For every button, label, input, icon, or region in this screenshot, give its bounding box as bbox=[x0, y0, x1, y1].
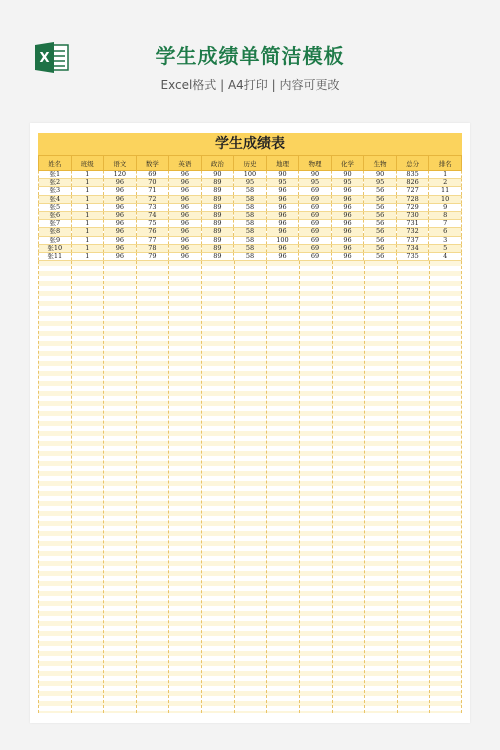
table-cell: 71 bbox=[136, 187, 169, 195]
table-cell: 90 bbox=[364, 171, 397, 179]
grid-line bbox=[71, 261, 72, 713]
table-cell: 120 bbox=[104, 171, 137, 179]
table-cell: 96 bbox=[169, 236, 202, 244]
table-cell: 4 bbox=[429, 253, 462, 261]
table-cell: 1 bbox=[71, 187, 104, 195]
table-cell: 96 bbox=[169, 220, 202, 228]
table-cell: 96 bbox=[266, 203, 299, 211]
table-cell: 8 bbox=[429, 212, 462, 220]
table-cell: 72 bbox=[136, 195, 169, 203]
table-cell: 96 bbox=[266, 212, 299, 220]
grid-line bbox=[364, 261, 365, 713]
table-cell: 6 bbox=[429, 228, 462, 236]
table-cell: 1 bbox=[429, 171, 462, 179]
grid-line bbox=[332, 261, 333, 713]
table-cell: 96 bbox=[331, 244, 364, 252]
table-cell: 1 bbox=[71, 220, 104, 228]
table-cell: 73 bbox=[136, 203, 169, 211]
table-cell: 96 bbox=[104, 212, 137, 220]
table-cell: 96 bbox=[266, 220, 299, 228]
column-header: 总分 bbox=[396, 156, 429, 171]
column-header: 物理 bbox=[299, 156, 332, 171]
table-row bbox=[39, 220, 462, 228]
table-cell: 58 bbox=[234, 228, 267, 236]
table-cell: 95 bbox=[364, 179, 397, 187]
table-cell: 835 bbox=[396, 171, 429, 179]
table-cell: 69 bbox=[136, 171, 169, 179]
table-cell: 89 bbox=[201, 220, 234, 228]
table-cell: 95 bbox=[266, 179, 299, 187]
grades-table bbox=[38, 155, 462, 261]
table-row bbox=[39, 179, 462, 187]
table-cell: 90 bbox=[331, 171, 364, 179]
table-cell: 96 bbox=[331, 212, 364, 220]
table-cell: 96 bbox=[104, 236, 137, 244]
table-cell: 89 bbox=[201, 179, 234, 187]
table-cell: 69 bbox=[299, 212, 332, 220]
table-cell: 96 bbox=[104, 179, 137, 187]
table-cell: 2 bbox=[429, 179, 462, 187]
table-cell: 729 bbox=[396, 203, 429, 211]
table-cell: 826 bbox=[396, 179, 429, 187]
table-cell: 96 bbox=[104, 203, 137, 211]
column-header: 排名 bbox=[429, 156, 462, 171]
table-cell: 96 bbox=[169, 212, 202, 220]
table-cell: 727 bbox=[396, 187, 429, 195]
table-cell: 10 bbox=[429, 195, 462, 203]
blank-grid-area bbox=[38, 261, 462, 713]
column-header: 数学 bbox=[136, 156, 169, 171]
table-cell: 96 bbox=[169, 203, 202, 211]
grid-line bbox=[168, 261, 169, 713]
table-cell: 1 bbox=[71, 212, 104, 220]
table-row bbox=[39, 253, 462, 261]
grid-line bbox=[201, 261, 202, 713]
table-cell: 69 bbox=[299, 228, 332, 236]
table-cell: 70 bbox=[136, 179, 169, 187]
table-cell: 张1 bbox=[39, 171, 72, 179]
table-cell: 89 bbox=[201, 187, 234, 195]
table-cell: 69 bbox=[299, 195, 332, 203]
table-cell: 96 bbox=[331, 228, 364, 236]
table-cell: 5 bbox=[429, 244, 462, 252]
table-cell: 69 bbox=[299, 220, 332, 228]
table-cell: 1 bbox=[71, 236, 104, 244]
table-cell: 96 bbox=[104, 253, 137, 261]
table-cell: 96 bbox=[104, 187, 137, 195]
table-cell: 96 bbox=[104, 228, 137, 236]
table-cell: 89 bbox=[201, 244, 234, 252]
table-cell: 1 bbox=[71, 179, 104, 187]
table-cell: 735 bbox=[396, 253, 429, 261]
table-cell: 56 bbox=[364, 220, 397, 228]
table-cell: 96 bbox=[331, 253, 364, 261]
table-cell: 96 bbox=[104, 244, 137, 252]
svg-text:X: X bbox=[39, 51, 50, 66]
table-cell: 728 bbox=[396, 195, 429, 203]
sheet-title: 学生成绩表 bbox=[38, 133, 462, 155]
table-row bbox=[39, 195, 462, 203]
table-cell: 96 bbox=[266, 195, 299, 203]
table-cell: 69 bbox=[299, 203, 332, 211]
table-cell: 56 bbox=[364, 187, 397, 195]
table-cell: 732 bbox=[396, 228, 429, 236]
column-header: 历史 bbox=[234, 156, 267, 171]
page-title: 学生成绩单简洁模板 bbox=[155, 44, 345, 68]
table-cell: 96 bbox=[169, 253, 202, 261]
column-header: 姓名 bbox=[39, 156, 72, 171]
table-cell: 96 bbox=[266, 253, 299, 261]
table-cell: 95 bbox=[331, 179, 364, 187]
table-cell: 张3 bbox=[39, 187, 72, 195]
table-cell: 89 bbox=[201, 203, 234, 211]
column-header: 政治 bbox=[201, 156, 234, 171]
table-cell: 58 bbox=[234, 253, 267, 261]
table-cell: 张9 bbox=[39, 236, 72, 244]
table-cell: 96 bbox=[169, 228, 202, 236]
table-cell: 95 bbox=[299, 179, 332, 187]
table-cell: 90 bbox=[201, 171, 234, 179]
grid-line bbox=[103, 261, 104, 713]
table-cell: 张7 bbox=[39, 220, 72, 228]
grid-line bbox=[461, 261, 462, 713]
table-cell: 1 bbox=[71, 203, 104, 211]
table-cell: 张8 bbox=[39, 228, 72, 236]
table-row bbox=[39, 203, 462, 211]
table-cell: 96 bbox=[266, 244, 299, 252]
table-cell: 78 bbox=[136, 244, 169, 252]
table-cell: 96 bbox=[331, 203, 364, 211]
table-cell: 58 bbox=[234, 236, 267, 244]
column-header: 生物 bbox=[364, 156, 397, 171]
table-cell: 58 bbox=[234, 220, 267, 228]
table-cell: 96 bbox=[169, 179, 202, 187]
grid-line bbox=[266, 261, 267, 713]
page-subtitle: Excel格式 | A4打印 | 内容可更改 bbox=[160, 78, 340, 92]
table-cell: 96 bbox=[104, 220, 137, 228]
table-cell: 11 bbox=[429, 187, 462, 195]
table-cell: 96 bbox=[331, 195, 364, 203]
table-row bbox=[39, 171, 462, 179]
column-header: 英语 bbox=[169, 156, 202, 171]
column-header: 班级 bbox=[71, 156, 104, 171]
grid-line bbox=[234, 261, 235, 713]
table-cell: 1 bbox=[71, 195, 104, 203]
table-header-row bbox=[39, 156, 462, 171]
table-cell: 56 bbox=[364, 195, 397, 203]
table-cell: 张6 bbox=[39, 212, 72, 220]
table-cell: 737 bbox=[396, 236, 429, 244]
grid-line bbox=[299, 261, 300, 713]
table-cell: 100 bbox=[234, 171, 267, 179]
table-cell: 96 bbox=[169, 244, 202, 252]
grid-line bbox=[397, 261, 398, 713]
table-cell: 96 bbox=[331, 220, 364, 228]
table-cell: 3 bbox=[429, 236, 462, 244]
table-cell: 96 bbox=[266, 228, 299, 236]
table-cell: 56 bbox=[364, 244, 397, 252]
table-cell: 89 bbox=[201, 253, 234, 261]
table-row bbox=[39, 187, 462, 195]
table-cell: 90 bbox=[266, 171, 299, 179]
table-cell: 58 bbox=[234, 187, 267, 195]
table-cell: 96 bbox=[331, 236, 364, 244]
table-cell: 77 bbox=[136, 236, 169, 244]
column-header: 地理 bbox=[266, 156, 299, 171]
table-cell: 89 bbox=[201, 212, 234, 220]
table-cell: 734 bbox=[396, 244, 429, 252]
table-cell: 76 bbox=[136, 228, 169, 236]
table-cell: 89 bbox=[201, 236, 234, 244]
table-row bbox=[39, 244, 462, 252]
table-cell: 90 bbox=[299, 171, 332, 179]
grid-line bbox=[429, 261, 430, 713]
table-cell: 张4 bbox=[39, 195, 72, 203]
table-cell: 69 bbox=[299, 187, 332, 195]
table-cell: 69 bbox=[299, 253, 332, 261]
table-cell: 张5 bbox=[39, 203, 72, 211]
table-cell: 69 bbox=[299, 244, 332, 252]
table-cell: 7 bbox=[429, 220, 462, 228]
table-cell: 69 bbox=[299, 236, 332, 244]
column-header: 化学 bbox=[331, 156, 364, 171]
table-cell: 96 bbox=[104, 195, 137, 203]
table-cell: 79 bbox=[136, 253, 169, 261]
table-cell: 74 bbox=[136, 212, 169, 220]
table-cell: 张11 bbox=[39, 253, 72, 261]
table-cell: 96 bbox=[331, 187, 364, 195]
table-cell: 张2 bbox=[39, 179, 72, 187]
table-cell: 58 bbox=[234, 203, 267, 211]
table-cell: 96 bbox=[169, 187, 202, 195]
table-cell: 100 bbox=[266, 236, 299, 244]
table-cell: 89 bbox=[201, 195, 234, 203]
table-cell: 1 bbox=[71, 171, 104, 179]
table-cell: 58 bbox=[234, 195, 267, 203]
grid-line bbox=[136, 261, 137, 713]
table-cell: 56 bbox=[364, 203, 397, 211]
table-cell: 1 bbox=[71, 253, 104, 261]
column-header: 语文 bbox=[104, 156, 137, 171]
table-row bbox=[39, 212, 462, 220]
table-cell: 96 bbox=[169, 171, 202, 179]
table-cell: 731 bbox=[396, 220, 429, 228]
table-cell: 9 bbox=[429, 203, 462, 211]
spreadsheet-preview bbox=[30, 123, 470, 723]
table-cell: 95 bbox=[234, 179, 267, 187]
table-cell: 张10 bbox=[39, 244, 72, 252]
table-cell: 75 bbox=[136, 220, 169, 228]
table-cell: 1 bbox=[71, 244, 104, 252]
table-row bbox=[39, 228, 462, 236]
table-cell: 56 bbox=[364, 212, 397, 220]
grid-line bbox=[38, 261, 39, 713]
table-cell: 56 bbox=[364, 228, 397, 236]
table-cell: 89 bbox=[201, 228, 234, 236]
table-cell: 56 bbox=[364, 253, 397, 261]
table-cell: 56 bbox=[364, 236, 397, 244]
table-cell: 58 bbox=[234, 244, 267, 252]
table-cell: 96 bbox=[266, 187, 299, 195]
table-cell: 1 bbox=[71, 228, 104, 236]
table-row bbox=[39, 236, 462, 244]
table-cell: 58 bbox=[234, 212, 267, 220]
table-cell: 96 bbox=[169, 195, 202, 203]
table-cell: 730 bbox=[396, 212, 429, 220]
